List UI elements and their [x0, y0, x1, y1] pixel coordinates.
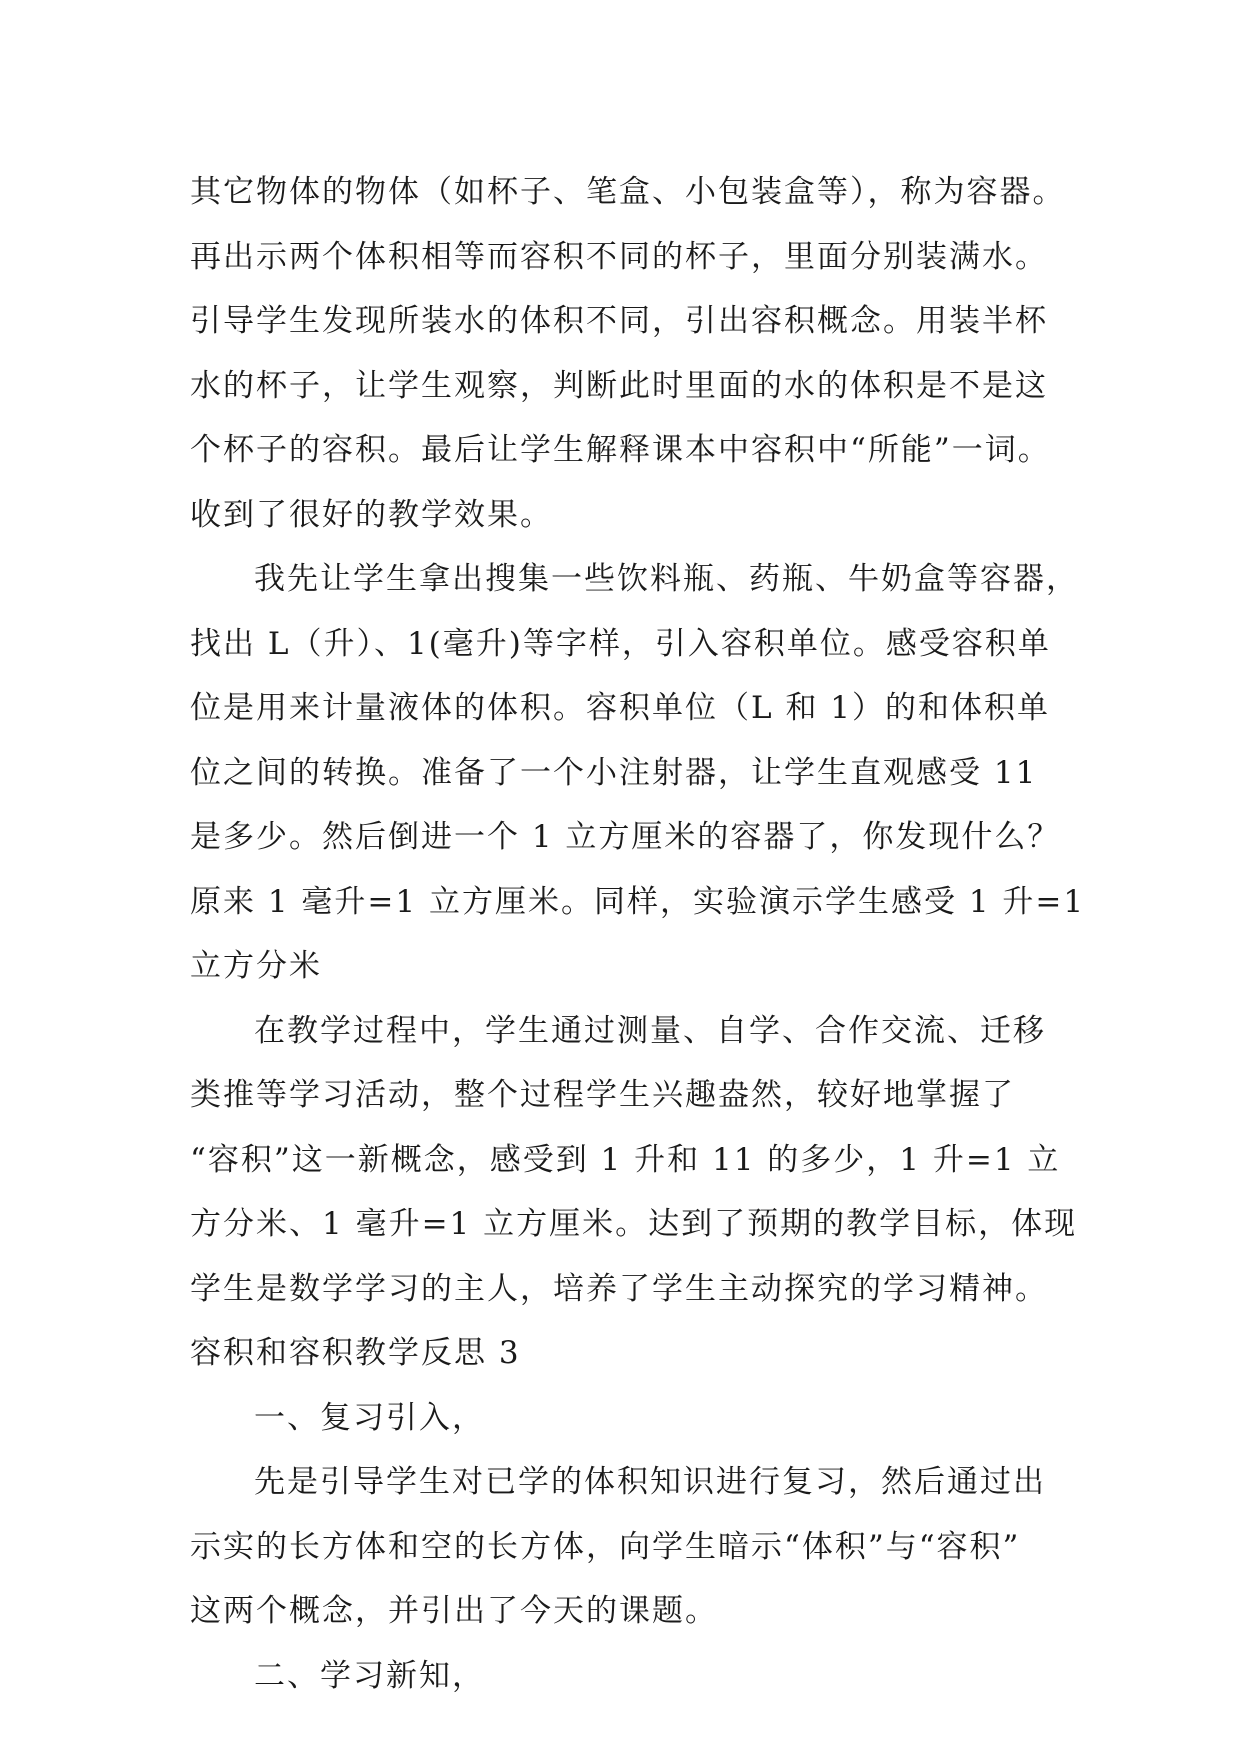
- text-line-15: 类推等学习活动，整个过程学生兴趣盎然，较好地掌握了: [190, 1077, 1015, 1113]
- text-line-23: 这两个概念，并引出了今天的课题。: [190, 1593, 718, 1629]
- text-line-11: 是多少。然后倒进一个 1 立方厘米的容器了，你发现什么？: [190, 819, 1061, 855]
- text-line-7: 我先让学生拿出搜集一些饮料瓶、药瓶、牛奶盒等容器，: [254, 561, 1079, 597]
- text-line-13: 立方分米: [190, 948, 322, 984]
- subheading-new-knowledge: 二、学习新知，: [254, 1657, 485, 1694]
- text-line-16: “容积”这一新概念，感受到 1 升和 11 的多少，1 升=1 立: [190, 1141, 1061, 1178]
- text-line-17: 方分米、1 毫升=1 立方厘米。达到了预期的教学目标，体现: [190, 1206, 1078, 1242]
- text-line-14: 在教学过程中，学生通过测量、自学、合作交流、迁移: [254, 1012, 1046, 1049]
- text-line-12: 原来 1 毫升=1 立方厘米。同样，实验演示学生感受 1 升=1: [190, 883, 1086, 920]
- text-line-10: 位之间的转换。准备了一个小注射器，让学生直观感受 11: [190, 754, 1038, 791]
- text-line-5: 个杯子的容积。最后让学生解释课本中容积中“所能”一词。: [190, 432, 1051, 468]
- text-line-1: 其它物体的物体（如杯子、笔盒、小包装盒等），称为容器。: [190, 174, 1066, 210]
- text-line-8: 找出 L（升）、1(毫升)等字样，引入容积单位。感受容积单: [190, 625, 1051, 662]
- text-line-18: 学生是数学学习的主人，培养了学生主动探究的学习精神。: [190, 1270, 1048, 1307]
- subheading-review: 一、复习引入，: [254, 1399, 485, 1436]
- text-line-2: 再出示两个体积相等而容积不同的杯子，里面分别装满水。: [190, 238, 1048, 275]
- text-line-3: 引导学生发现所装水的体积不同，引出容积概念。用装半杯: [190, 303, 1048, 339]
- section-heading: 容积和容积教学反思 3: [190, 1335, 521, 1371]
- text-line-21: 先是引导学生对已学的体积知识进行复习，然后通过出: [254, 1464, 1046, 1500]
- text-line-9: 位是用来计量液体的体积。容积单位（L 和 1）的和体积单: [190, 690, 1051, 726]
- document-body: [190, 160, 1086, 1708]
- text-line-6: 收到了很好的教学效果。: [190, 496, 553, 533]
- text-line-4: 水的杯子，让学生观察，判断此时里面的水的体积是不是这: [190, 367, 1048, 404]
- text-line-22: 示实的长方体和空的长方体，向学生暗示“体积”与“容积”: [190, 1528, 1021, 1565]
